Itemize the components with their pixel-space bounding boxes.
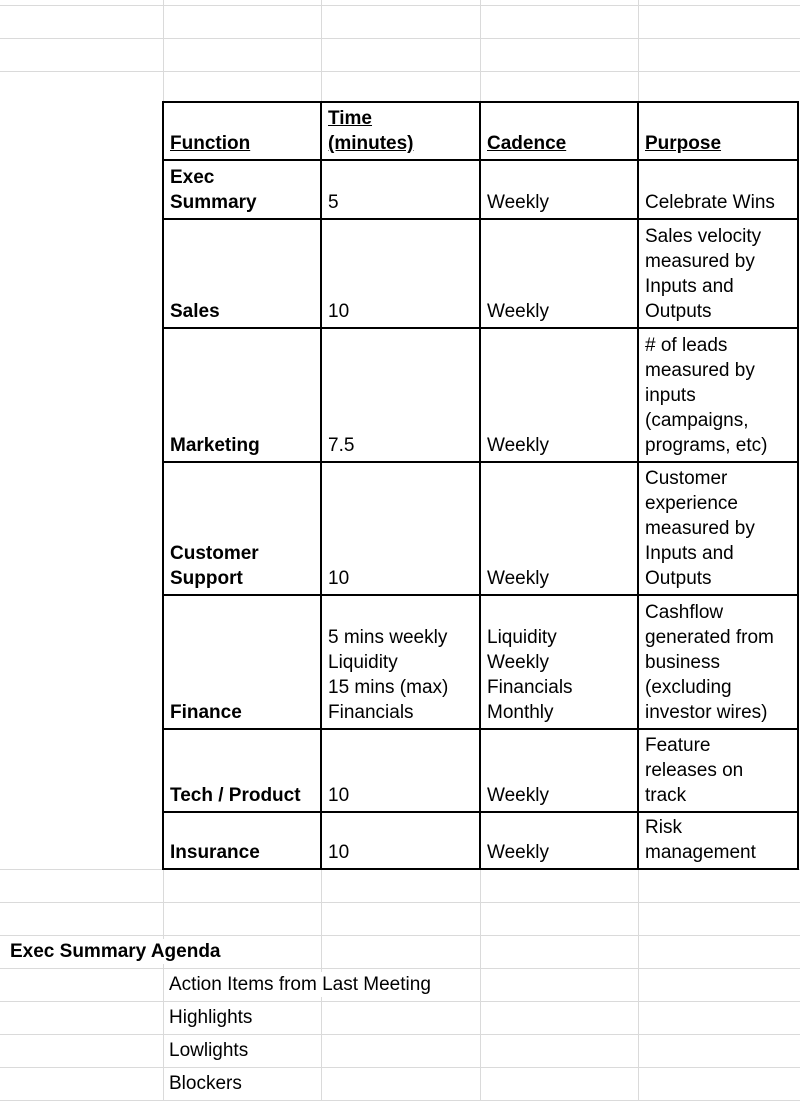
agenda-item[interactable]: Action Items from Last Meeting: [169, 972, 435, 997]
cell-purpose[interactable]: Celebrate Wins: [639, 161, 799, 218]
cell-purpose[interactable]: Sales velocity measured by Inputs and Outputs: [639, 220, 799, 327]
gridline: [0, 1067, 800, 1068]
agenda-item[interactable]: Lowlights: [169, 1040, 249, 1061]
cell-cadence[interactable]: Weekly: [481, 329, 638, 461]
cell-time[interactable]: 5 mins weekly Liquidity 15 mins (max) Financials: [322, 596, 480, 728]
table-border: [162, 594, 799, 596]
gridline: [0, 968, 800, 969]
table-border: [320, 101, 322, 869]
table-border: [162, 461, 799, 463]
cell-purpose[interactable]: Cashflow generated from business (excluding investor wires): [639, 596, 799, 728]
gridline: [0, 38, 800, 39]
cell-function[interactable]: Finance: [164, 596, 321, 728]
agenda-item[interactable]: Highlights: [169, 1007, 253, 1028]
header-time[interactable]: Time (minutes): [322, 103, 480, 159]
cell-purpose[interactable]: Risk management: [639, 813, 799, 868]
header-cadence[interactable]: Cadence: [481, 103, 638, 159]
table-border: [162, 868, 799, 870]
table-border: [162, 728, 799, 730]
cell-cadence[interactable]: Liquidity Weekly Financials Monthly: [481, 596, 638, 728]
gridline: [0, 935, 800, 936]
gridline: [0, 5, 800, 6]
gridline: [0, 902, 800, 903]
gridline: [0, 1034, 800, 1035]
cell-cadence[interactable]: Weekly: [481, 220, 638, 327]
gridline: [0, 71, 800, 72]
cell-function[interactable]: Customer Support: [164, 463, 321, 594]
table-border: [162, 218, 799, 220]
gridline: [0, 1001, 800, 1002]
table-border: [637, 101, 639, 869]
cell-cadence[interactable]: Weekly: [481, 813, 638, 868]
cell-function[interactable]: Insurance: [164, 813, 321, 868]
cell-function[interactable]: Tech / Product: [164, 730, 321, 811]
cell-time[interactable]: 5: [322, 161, 480, 218]
cell-cadence[interactable]: Weekly: [481, 161, 638, 218]
header-function[interactable]: Function: [164, 103, 321, 159]
cell-cadence[interactable]: Weekly: [481, 463, 638, 594]
cell-purpose[interactable]: Customer experience measured by Inputs and Outputs: [639, 463, 799, 594]
agenda-item[interactable]: Blockers: [169, 1073, 242, 1094]
cell-function[interactable]: Exec Summary: [164, 161, 321, 218]
table-border: [162, 811, 799, 813]
cell-purpose[interactable]: Feature releases on track: [639, 730, 799, 811]
cell-time[interactable]: 10: [322, 220, 480, 327]
cell-time[interactable]: 10: [322, 463, 480, 594]
cell-time[interactable]: 10: [322, 813, 480, 868]
cell-function[interactable]: Sales: [164, 220, 321, 327]
table-border: [162, 159, 799, 161]
cell-time[interactable]: 10: [322, 730, 480, 811]
table-border: [162, 101, 799, 103]
table-border: [162, 327, 799, 329]
cell-purpose[interactable]: # of leads measured by inputs (campaigns, programs, etc): [639, 329, 799, 461]
agenda-title[interactable]: Exec Summary Agenda: [10, 939, 225, 964]
header-purpose[interactable]: Purpose: [639, 103, 799, 159]
table-border: [162, 101, 164, 869]
cell-time[interactable]: 7.5: [322, 329, 480, 461]
table-border: [797, 101, 799, 869]
table-border: [479, 101, 481, 869]
cell-cadence[interactable]: Weekly: [481, 730, 638, 811]
cell-function[interactable]: Marketing: [164, 329, 321, 461]
